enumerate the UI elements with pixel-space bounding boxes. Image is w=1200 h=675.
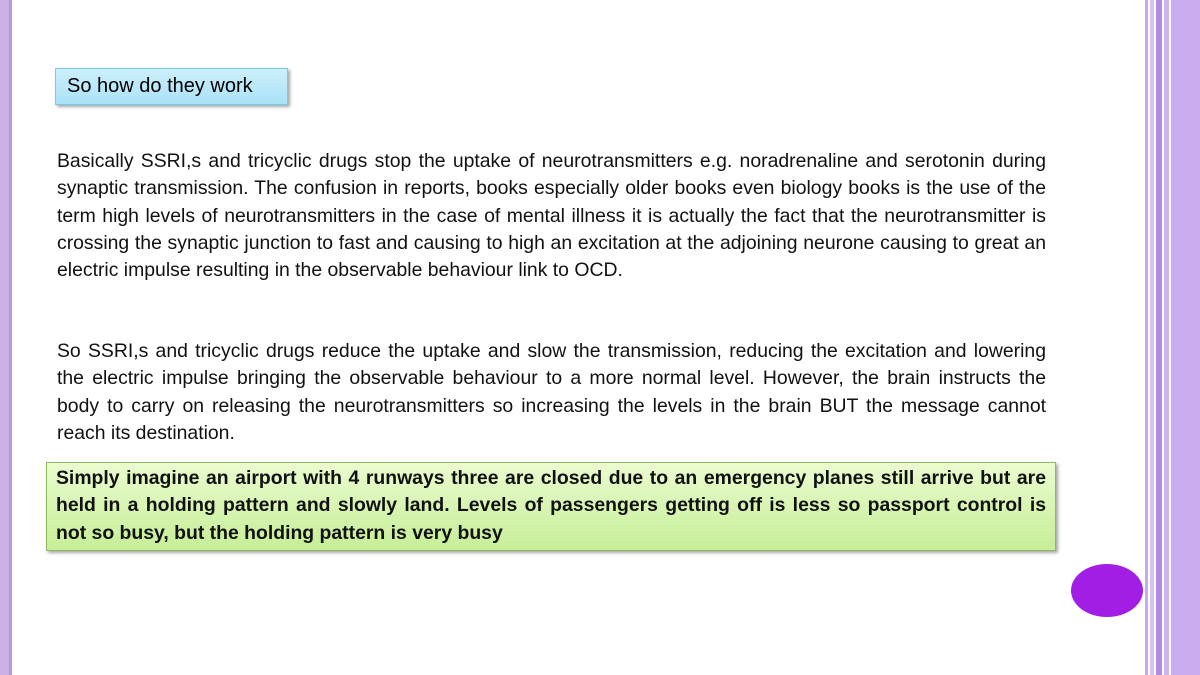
right-border-decoration (1145, 0, 1200, 675)
left-border-decoration (0, 0, 12, 675)
analogy-text: Simply imagine an airport with 4 runways three are closed due to an emergency planes still arrive but are held in a holding pattern and slowly land. Levels of passengers getting off is less so passport control is not so busy, but the holding pattern is very busy (56, 467, 1046, 544)
paragraph-mechanism: Basically SSRI,s and tricyclic drugs stop the uptake of neurotransmitters e.g. noradrenaline and serotonin during synaptic transmission. The confusion in reports, books especially older books even biology books is the use of the term high levels of neurotransmitters in the case of mental illness it is actually the fact that the neurotransmitter is crossing the synaptic junction to fast and causing to high an excitation at the adjoining neurone causing to great an electric impulse resulting in the observable behaviour link to OCD. (57, 150, 1046, 282)
analogy-box (46, 462, 1056, 551)
paragraph-effect: So SSRI,s and tricyclic drugs reduce the uptake and slow the transmission, reducing the excitation and lowering the electric impulse bringing the observable behaviour to a more normal level. However, the brain instructs the body to carry on releasing the neurotransmitters so increasing the levels in the brain BUT the message cannot reach its destination. (57, 340, 1046, 444)
slide-title-box (55, 68, 288, 105)
purple-oval-decoration (1071, 564, 1143, 617)
slide-title: So how do they work (67, 75, 253, 97)
